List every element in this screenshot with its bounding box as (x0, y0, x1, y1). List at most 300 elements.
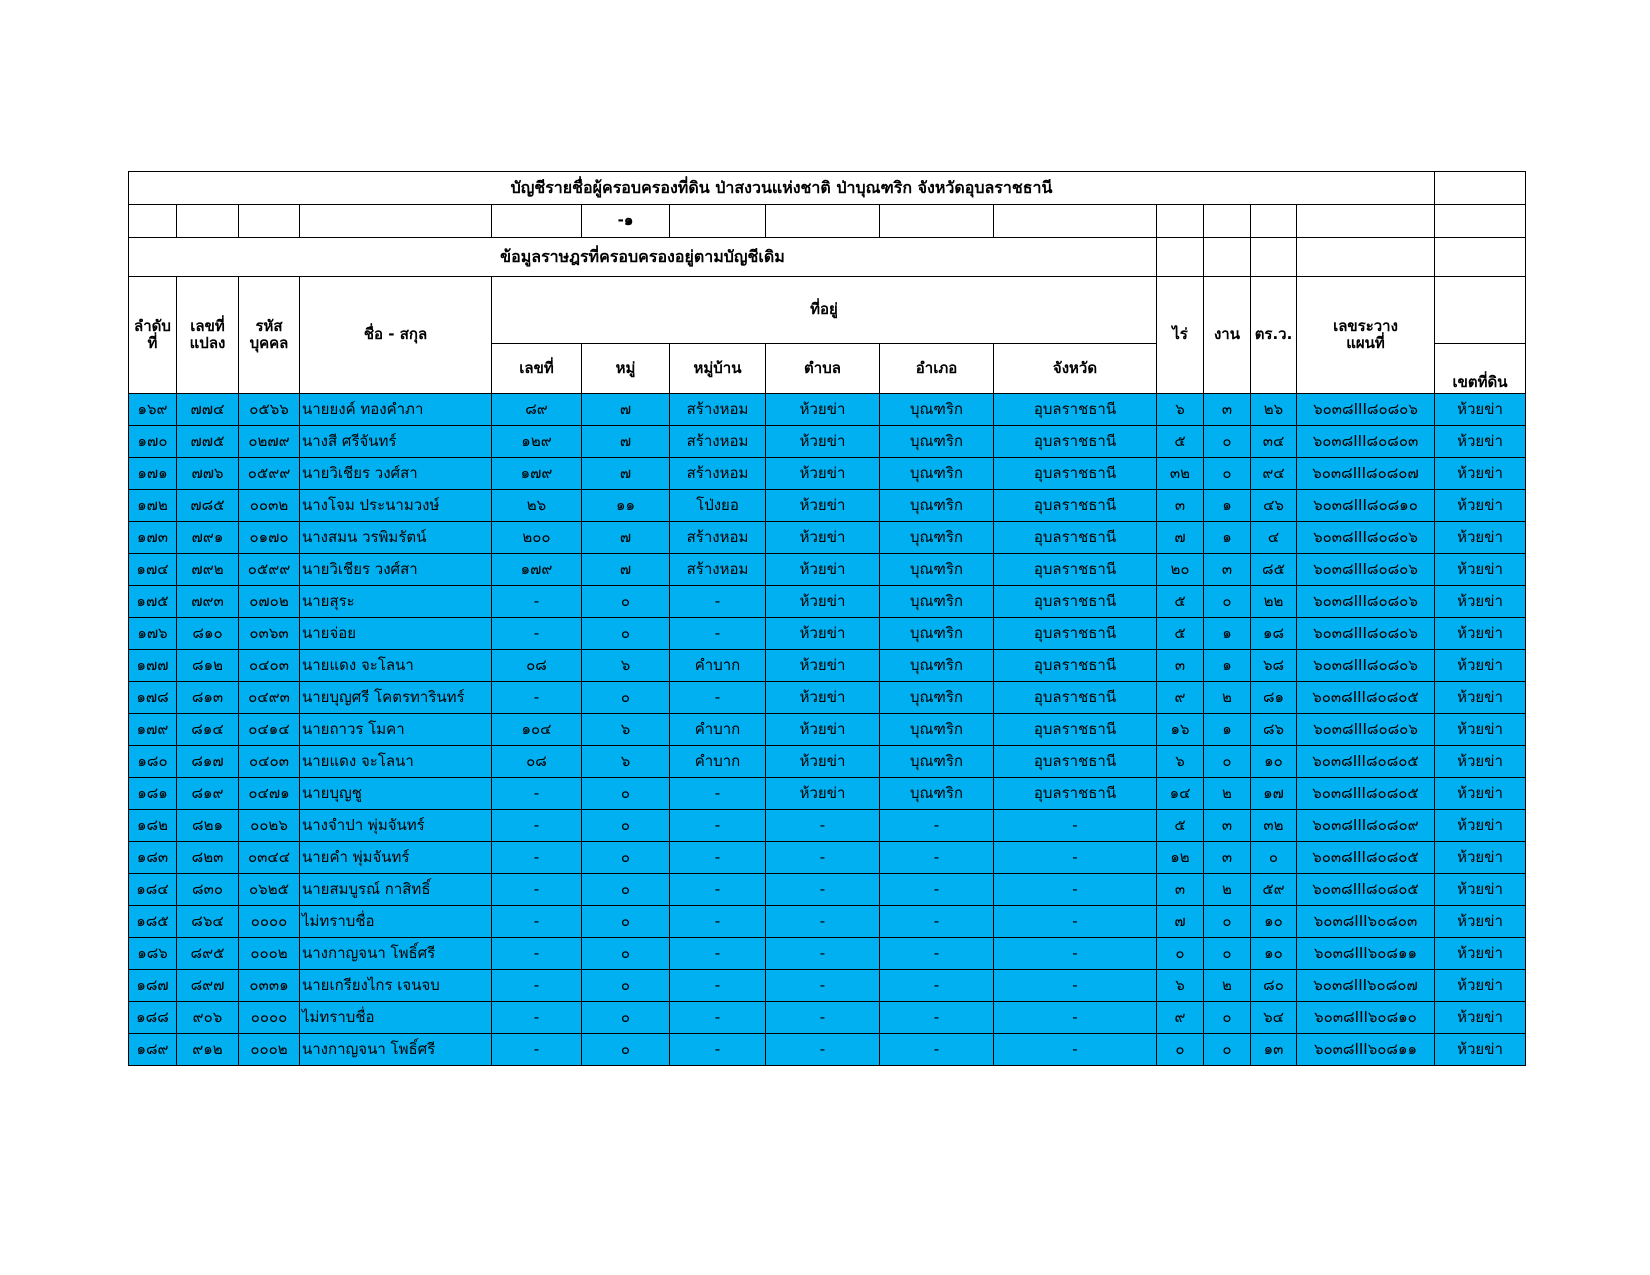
cell-house-no: - (492, 842, 582, 874)
cell-name: นายจ่อย (300, 618, 492, 650)
cell-moo: ๖ (582, 746, 670, 778)
cell-amphoe: บุณฑริก (880, 682, 994, 714)
cell-wa: ๕๙ (1251, 874, 1297, 906)
cell-amphoe: - (880, 874, 994, 906)
cell-map-sheet: ๖๐๓๘III๘๐๘๐๖ (1297, 586, 1435, 618)
cell-tambon: ห้วยข่า (766, 714, 880, 746)
cell-name: นายสมบูรณ์ กาสิทธิ์ (300, 874, 492, 906)
cell-province: อุบลราชธานี (994, 778, 1157, 810)
table-row (129, 586, 1526, 618)
cell-name: นายคำ พุ่มจันทร์ (300, 842, 492, 874)
land-occupant-table (128, 171, 1526, 1066)
cell-map-sheet: ๖๐๓๘III๘๐๘๐๗ (1297, 458, 1435, 490)
cell-wa: ๓๒ (1251, 810, 1297, 842)
cell-ngan: ๒ (1204, 778, 1251, 810)
cell-tambon: ห้วยข่า (766, 394, 880, 426)
cell-tambon: - (766, 810, 880, 842)
cell-province: อุบลราชธานี (994, 682, 1157, 714)
blank-cell (1435, 172, 1526, 205)
cell-name: นายแดง จะโลนา (300, 746, 492, 778)
page-mark: -๑ (582, 205, 670, 238)
cell-house-no: - (492, 970, 582, 1002)
table-row (129, 1002, 1526, 1034)
cell-name: นายสุระ (300, 586, 492, 618)
subtitle-row (129, 238, 1526, 277)
cell-moo: ๐ (582, 682, 670, 714)
header-parcel: เลขที่แปลง (177, 277, 239, 394)
page-mark-row (129, 205, 1526, 238)
cell-house-no: - (492, 938, 582, 970)
cell-ngan: ๓ (1204, 810, 1251, 842)
cell-land-zone: ห้วยข่า (1435, 938, 1526, 970)
cell-land-zone: ห้วยข่า (1435, 458, 1526, 490)
table-row (129, 554, 1526, 586)
table-row (129, 1034, 1526, 1066)
cell-ngan: ๓ (1204, 842, 1251, 874)
cell-ngan: ๑ (1204, 618, 1251, 650)
cell-village: - (670, 938, 766, 970)
header-moo: หมู่ (582, 344, 670, 394)
cell-parcel: ๘๒๑ (177, 810, 239, 842)
cell-wa: ๔ (1251, 522, 1297, 554)
header-wa: ตร.ว. (1251, 277, 1297, 394)
cell-land-zone: ห้วยข่า (1435, 618, 1526, 650)
cell-name: นางจำปา พุ่มจันทร์ (300, 810, 492, 842)
cell-amphoe: - (880, 1034, 994, 1066)
table-row (129, 810, 1526, 842)
cell-person-code: ๐๔๐๓ (239, 650, 300, 682)
cell-amphoe: บุณฑริก (880, 714, 994, 746)
sheet-subtitle: ข้อมูลราษฎรที่ครอบครองอยู่ตามบัญชีเดิม (129, 238, 1157, 277)
cell-parcel: ๙๑๒ (177, 1034, 239, 1066)
cell-province: - (994, 970, 1157, 1002)
cell-rai: ๗ (1157, 906, 1204, 938)
header-ngan: งาน (1204, 277, 1251, 394)
cell-wa: ๑๐ (1251, 746, 1297, 778)
table-row (129, 874, 1526, 906)
cell-province: - (994, 874, 1157, 906)
cell-house-no: - (492, 1034, 582, 1066)
cell-wa: ๘๕ (1251, 554, 1297, 586)
header-seq: ลำดับที่ (129, 277, 177, 394)
cell-village: - (670, 842, 766, 874)
cell-parcel: ๘๑๔ (177, 714, 239, 746)
cell-village: โป่งยอ (670, 490, 766, 522)
cell-seq: ๑๗๕ (129, 586, 177, 618)
cell-rai: ๒๐ (1157, 554, 1204, 586)
cell-moo: ๐ (582, 1002, 670, 1034)
cell-amphoe: บุณฑริก (880, 586, 994, 618)
cell-seq: ๑๘๔ (129, 874, 177, 906)
cell-land-zone: ห้วยข่า (1435, 1034, 1526, 1066)
cell-land-zone: ห้วยข่า (1435, 490, 1526, 522)
header-province: จังหวัด (994, 344, 1157, 394)
cell-ngan: ๑ (1204, 650, 1251, 682)
cell-parcel: ๘๑๐ (177, 618, 239, 650)
cell-land-zone: ห้วยข่า (1435, 810, 1526, 842)
cell-rai: ๓๒ (1157, 458, 1204, 490)
cell-ngan: ๓ (1204, 554, 1251, 586)
cell-rai: ๕ (1157, 618, 1204, 650)
cell-rai: ๐ (1157, 1034, 1204, 1066)
cell-village: - (670, 778, 766, 810)
table-row (129, 458, 1526, 490)
cell-person-code: ๐๐๐๐ (239, 1002, 300, 1034)
cell-ngan: ๓ (1204, 394, 1251, 426)
cell-tambon: ห้วยข่า (766, 490, 880, 522)
cell-wa: ๓๔ (1251, 426, 1297, 458)
cell-province: อุบลราชธานี (994, 714, 1157, 746)
cell-parcel: ๗๙๑ (177, 522, 239, 554)
cell-moo: ๐ (582, 810, 670, 842)
cell-name: นายยงค์ ทองคำภา (300, 394, 492, 426)
cell-province: อุบลราชธานี (994, 490, 1157, 522)
cell-tambon: ห้วยข่า (766, 682, 880, 714)
cell-person-code: ๐๖๒๕ (239, 874, 300, 906)
cell-parcel: ๘๓๐ (177, 874, 239, 906)
cell-ngan: ๑ (1204, 490, 1251, 522)
cell-moo: ๐ (582, 778, 670, 810)
cell-land-zone: ห้วยข่า (1435, 714, 1526, 746)
cell-province: อุบลราชธานี (994, 746, 1157, 778)
cell-seq: ๑๘๘ (129, 1002, 177, 1034)
cell-land-zone: ห้วยข่า (1435, 682, 1526, 714)
cell-seq: ๑๘๕ (129, 906, 177, 938)
cell-person-code: ๐๑๗๐ (239, 522, 300, 554)
cell-seq: ๑๘๓ (129, 842, 177, 874)
cell-person-code: ๐๔๑๔ (239, 714, 300, 746)
cell-name: นางกาญจนา โพธิ์ศรี (300, 1034, 492, 1066)
cell-wa: ๖๔ (1251, 1002, 1297, 1034)
cell-province: - (994, 1002, 1157, 1034)
cell-moo: ๑๑ (582, 490, 670, 522)
cell-rai: ๖ (1157, 394, 1204, 426)
cell-village: - (670, 618, 766, 650)
cell-parcel: ๗๗๕ (177, 426, 239, 458)
cell-rai: ๗ (1157, 522, 1204, 554)
cell-map-sheet: ๖๐๓๘III๘๐๘๑๐ (1297, 490, 1435, 522)
cell-person-code: ๐๕๙๙ (239, 458, 300, 490)
cell-person-code: ๐๔๐๓ (239, 746, 300, 778)
cell-map-sheet: ๖๐๓๘III๘๐๘๐๖ (1297, 714, 1435, 746)
cell-person-code: ๐๓๖๓ (239, 618, 300, 650)
cell-person-code: ๐๕๖๖ (239, 394, 300, 426)
cell-village: - (670, 586, 766, 618)
cell-parcel: ๘๑๗ (177, 746, 239, 778)
cell-seq: ๑๗๔ (129, 554, 177, 586)
cell-map-sheet: ๖๐๓๘III๘๐๘๐๓ (1297, 426, 1435, 458)
cell-village: คำบาก (670, 714, 766, 746)
cell-tambon: - (766, 938, 880, 970)
cell-person-code: ๐๕๙๙ (239, 554, 300, 586)
cell-moo: ๐ (582, 938, 670, 970)
cell-rai: ๕ (1157, 426, 1204, 458)
cell-tambon: - (766, 1034, 880, 1066)
cell-village: สร้างหอม (670, 522, 766, 554)
title-row (129, 172, 1526, 205)
cell-province: อุบลราชธานี (994, 522, 1157, 554)
cell-province: - (994, 842, 1157, 874)
cell-amphoe: บุณฑริก (880, 522, 994, 554)
cell-amphoe: - (880, 810, 994, 842)
cell-seq: ๑๗๘ (129, 682, 177, 714)
cell-moo: ๐ (582, 970, 670, 1002)
cell-seq: ๑๘๒ (129, 810, 177, 842)
cell-amphoe: บุณฑริก (880, 650, 994, 682)
cell-parcel: ๗๗๖ (177, 458, 239, 490)
cell-land-zone: ห้วยข่า (1435, 650, 1526, 682)
cell-wa: ๑๘ (1251, 618, 1297, 650)
cell-land-zone: ห้วยข่า (1435, 554, 1526, 586)
cell-person-code: ๐๐๓๒ (239, 490, 300, 522)
cell-wa: ๘๐ (1251, 970, 1297, 1002)
cell-ngan: ๐ (1204, 1034, 1251, 1066)
cell-name: นายบุญศรี โคตรทารินทร์ (300, 682, 492, 714)
cell-amphoe: - (880, 842, 994, 874)
cell-map-sheet: ๖๐๓๘III๖๐๘๑๑ (1297, 938, 1435, 970)
cell-parcel: ๗๘๕ (177, 490, 239, 522)
cell-house-no: ๑๗๙ (492, 554, 582, 586)
header-name: ชื่อ - สกุล (300, 277, 492, 394)
cell-house-no: - (492, 810, 582, 842)
cell-moo: ๐ (582, 842, 670, 874)
cell-map-sheet: ๖๐๓๘III๖๐๘๐๗ (1297, 970, 1435, 1002)
cell-parcel: ๘๖๔ (177, 906, 239, 938)
cell-name: นายวิเชียร วงศ์สา (300, 458, 492, 490)
cell-name: ไม่ทราบชื่อ (300, 1002, 492, 1034)
header-land-zone: เขตที่ดิน (1435, 344, 1526, 394)
cell-ngan: ๐ (1204, 906, 1251, 938)
cell-rai: ๓ (1157, 490, 1204, 522)
cell-tambon: ห้วยข่า (766, 650, 880, 682)
cell-rai: ๖ (1157, 970, 1204, 1002)
cell-tambon: ห้วยข่า (766, 522, 880, 554)
cell-person-code: ๐๗๐๒ (239, 586, 300, 618)
cell-wa: ๐ (1251, 842, 1297, 874)
cell-rai: ๑๖ (1157, 714, 1204, 746)
cell-map-sheet: ๖๐๓๘III๘๐๘๐๖ (1297, 394, 1435, 426)
cell-ngan: ๐ (1204, 586, 1251, 618)
cell-province: - (994, 810, 1157, 842)
cell-village: สร้างหอม (670, 458, 766, 490)
cell-person-code: ๐๐๐๐ (239, 906, 300, 938)
cell-parcel: ๘๒๓ (177, 842, 239, 874)
cell-map-sheet: ๖๐๓๘III๖๐๘๑๐ (1297, 1002, 1435, 1034)
cell-rai: ๖ (1157, 746, 1204, 778)
cell-village: สร้างหอม (670, 394, 766, 426)
cell-person-code: ๐๐๐๒ (239, 1034, 300, 1066)
cell-name: นายเกรียงไกร เจนจบ (300, 970, 492, 1002)
cell-amphoe: บุณฑริก (880, 554, 994, 586)
cell-province: อุบลราชธานี (994, 426, 1157, 458)
cell-person-code: ๐๒๗๙ (239, 426, 300, 458)
header-person-code: รหัสบุคคล (239, 277, 300, 394)
cell-amphoe: บุณฑริก (880, 394, 994, 426)
table-row (129, 650, 1526, 682)
cell-moo: ๗ (582, 458, 670, 490)
cell-land-zone: ห้วยข่า (1435, 426, 1526, 458)
cell-parcel: ๘๙๗ (177, 970, 239, 1002)
cell-village: - (670, 906, 766, 938)
header-rai: ไร่ (1157, 277, 1204, 394)
table-row (129, 842, 1526, 874)
cell-rai: ๑๒ (1157, 842, 1204, 874)
table-row (129, 714, 1526, 746)
cell-rai: ๐ (1157, 938, 1204, 970)
cell-house-no: ๑๐๔ (492, 714, 582, 746)
cell-person-code: ๐๐๒๖ (239, 810, 300, 842)
cell-rai: ๓ (1157, 874, 1204, 906)
cell-province: - (994, 938, 1157, 970)
table-row (129, 938, 1526, 970)
cell-parcel: ๘๑๙ (177, 778, 239, 810)
cell-house-no: - (492, 618, 582, 650)
cell-name: นางสี ศรีจันทร์ (300, 426, 492, 458)
cell-seq: ๑๘๐ (129, 746, 177, 778)
cell-ngan: ๒ (1204, 874, 1251, 906)
table-row (129, 394, 1526, 426)
cell-house-no: - (492, 906, 582, 938)
header-tambon: ตำบล (766, 344, 880, 394)
cell-ngan: ๐ (1204, 458, 1251, 490)
cell-seq: ๑๘๗ (129, 970, 177, 1002)
header-house-no: เลขที่ (492, 344, 582, 394)
cell-person-code: ๐๔๗๑ (239, 778, 300, 810)
cell-tambon: - (766, 874, 880, 906)
cell-wa: ๑๓ (1251, 1034, 1297, 1066)
cell-wa: ๑๐ (1251, 906, 1297, 938)
cell-village: คำบาก (670, 650, 766, 682)
cell-house-no: ๒๐๐ (492, 522, 582, 554)
header-village: หมู่บ้าน (670, 344, 766, 394)
cell-village: สร้างหอม (670, 426, 766, 458)
cell-amphoe: - (880, 938, 994, 970)
cell-seq: ๑๗๒ (129, 490, 177, 522)
cell-village: สร้างหอม (670, 554, 766, 586)
cell-rai: ๕ (1157, 810, 1204, 842)
cell-tambon: ห้วยข่า (766, 618, 880, 650)
cell-tambon: - (766, 970, 880, 1002)
cell-province: - (994, 906, 1157, 938)
cell-ngan: ๐ (1204, 426, 1251, 458)
cell-village: - (670, 874, 766, 906)
cell-amphoe: บุณฑริก (880, 490, 994, 522)
cell-seq: ๑๖๙ (129, 394, 177, 426)
cell-tambon: ห้วยข่า (766, 458, 880, 490)
cell-house-no: ๘๙ (492, 394, 582, 426)
cell-person-code: ๐๔๙๓ (239, 682, 300, 714)
cell-land-zone: ห้วยข่า (1435, 394, 1526, 426)
cell-moo: ๐ (582, 874, 670, 906)
cell-land-zone: ห้วยข่า (1435, 906, 1526, 938)
cell-wa: ๒๒ (1251, 586, 1297, 618)
cell-village: คำบาก (670, 746, 766, 778)
cell-land-zone: ห้วยข่า (1435, 874, 1526, 906)
cell-seq: ๑๗๑ (129, 458, 177, 490)
cell-name: นายบุญชู (300, 778, 492, 810)
cell-wa: ๑๐ (1251, 938, 1297, 970)
cell-ngan: ๑ (1204, 714, 1251, 746)
cell-village: - (670, 682, 766, 714)
cell-province: อุบลราชธานี (994, 650, 1157, 682)
cell-rai: ๕ (1157, 586, 1204, 618)
cell-name: นางกาญจนา โพธิ์ศรี (300, 938, 492, 970)
cell-province: อุบลราชธานี (994, 458, 1157, 490)
cell-seq: ๑๗๗ (129, 650, 177, 682)
cell-tambon: - (766, 906, 880, 938)
cell-house-no: ๐๘ (492, 746, 582, 778)
table-row (129, 426, 1526, 458)
cell-person-code: ๐๓๔๔ (239, 842, 300, 874)
cell-wa: ๒๖ (1251, 394, 1297, 426)
table-row (129, 618, 1526, 650)
cell-amphoe: บุณฑริก (880, 778, 994, 810)
cell-land-zone: ห้วยข่า (1435, 586, 1526, 618)
cell-moo: ๗ (582, 394, 670, 426)
cell-land-zone: ห้วยข่า (1435, 522, 1526, 554)
cell-name: นายวิเชียร วงศ์สา (300, 554, 492, 586)
cell-land-zone: ห้วยข่า (1435, 778, 1526, 810)
cell-province: อุบลราชธานี (994, 554, 1157, 586)
cell-house-no: - (492, 874, 582, 906)
cell-house-no: - (492, 586, 582, 618)
cell-moo: ๐ (582, 586, 670, 618)
cell-moo: ๖ (582, 714, 670, 746)
cell-parcel: ๗๙๒ (177, 554, 239, 586)
cell-house-no: ๐๘ (492, 650, 582, 682)
cell-map-sheet: ๖๐๓๘III๘๐๘๐๖ (1297, 554, 1435, 586)
cell-parcel: ๗๙๓ (177, 586, 239, 618)
cell-map-sheet: ๖๐๓๘III๘๐๘๐๕ (1297, 778, 1435, 810)
cell-map-sheet: ๖๐๓๘III๘๐๘๐๕ (1297, 746, 1435, 778)
cell-land-zone: ห้วยข่า (1435, 842, 1526, 874)
cell-map-sheet: ๖๐๓๘III๖๐๘๐๓ (1297, 906, 1435, 938)
cell-rai: ๙ (1157, 1002, 1204, 1034)
cell-wa: ๘๑ (1251, 682, 1297, 714)
cell-map-sheet: ๖๐๓๘III๘๐๘๐๖ (1297, 522, 1435, 554)
table-row (129, 746, 1526, 778)
table-row (129, 970, 1526, 1002)
cell-wa: ๑๗ (1251, 778, 1297, 810)
cell-map-sheet: ๖๐๓๘III๘๐๘๐๙ (1297, 810, 1435, 842)
cell-seq: ๑๘๑ (129, 778, 177, 810)
cell-wa: ๙๔ (1251, 458, 1297, 490)
cell-house-no: ๑๗๙ (492, 458, 582, 490)
table-row (129, 522, 1526, 554)
cell-land-zone: ห้วยข่า (1435, 970, 1526, 1002)
cell-map-sheet: ๖๐๓๘III๘๐๘๐๕ (1297, 874, 1435, 906)
cell-seq: ๑๘๖ (129, 938, 177, 970)
table-row (129, 490, 1526, 522)
cell-house-no: ๒๖ (492, 490, 582, 522)
cell-house-no: - (492, 778, 582, 810)
cell-village: - (670, 1002, 766, 1034)
cell-village: - (670, 1034, 766, 1066)
cell-tambon: - (766, 1002, 880, 1034)
cell-amphoe: - (880, 970, 994, 1002)
sheet-title: บัญชีรายชื่อผู้ครอบครองที่ดิน ป่าสงวนแห่งชาติ ป่าบุณฑริก จังหวัดอุบลราชธานี (129, 172, 1435, 205)
cell-amphoe: บุณฑริก (880, 426, 994, 458)
cell-name: นายถาวร โมคา (300, 714, 492, 746)
cell-village: - (670, 810, 766, 842)
cell-ngan: ๐ (1204, 1002, 1251, 1034)
cell-tambon: ห้วยข่า (766, 586, 880, 618)
cell-amphoe: - (880, 906, 994, 938)
cell-parcel: ๘๑๒ (177, 650, 239, 682)
cell-moo: ๐ (582, 906, 670, 938)
cell-amphoe: บุณฑริก (880, 746, 994, 778)
cell-amphoe: - (880, 1002, 994, 1034)
